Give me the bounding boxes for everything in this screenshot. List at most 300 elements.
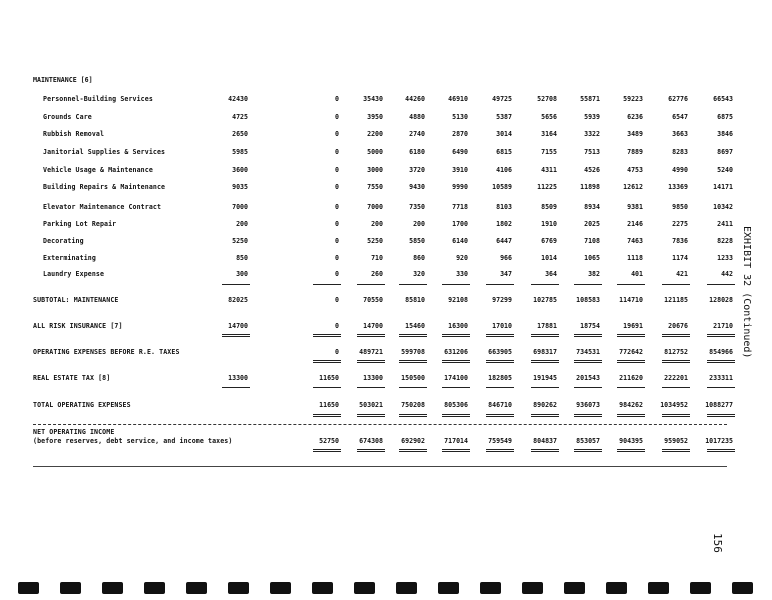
row-cell-value: 920 bbox=[456, 254, 468, 262]
underline-col bbox=[707, 336, 735, 337]
row-cell-value: 8228 bbox=[717, 237, 733, 245]
re-tax-value: 191945 bbox=[533, 374, 557, 382]
insurance-value: 0 bbox=[335, 322, 339, 330]
underline-col bbox=[399, 360, 427, 361]
row-cell-value: 0 bbox=[335, 203, 339, 211]
underline-col bbox=[313, 334, 341, 335]
underline-col bbox=[486, 336, 514, 337]
row-cell-value: 13369 bbox=[668, 183, 688, 191]
underline-col bbox=[531, 449, 559, 450]
row-base-value: 850 bbox=[236, 254, 248, 262]
row-cell-value: 5250 bbox=[367, 237, 383, 245]
film-strip-mark bbox=[186, 582, 207, 594]
underline-col bbox=[399, 284, 427, 285]
subtotal-value: 85810 bbox=[405, 296, 425, 304]
row-cell-value: 10342 bbox=[713, 203, 733, 211]
film-strip-mark bbox=[480, 582, 501, 594]
row-cell-value: 1118 bbox=[627, 254, 643, 262]
total-opex-value: 503021 bbox=[359, 401, 383, 409]
underline-col bbox=[442, 336, 470, 337]
re-tax-value: 11650 bbox=[319, 374, 339, 382]
row-cell-value: 0 bbox=[335, 113, 339, 121]
row-cell-value: 6815 bbox=[496, 148, 512, 156]
film-strip-mark bbox=[60, 582, 81, 594]
subtotal-value: 128028 bbox=[709, 296, 733, 304]
underline-col bbox=[357, 334, 385, 335]
underline-col bbox=[574, 360, 602, 361]
row-cell-value: 7108 bbox=[584, 237, 600, 245]
re-tax-base-value: 13300 bbox=[228, 374, 248, 382]
row-base-value: 42430 bbox=[228, 95, 248, 103]
opex-before_tax-value: 812752 bbox=[664, 348, 688, 356]
film-strip-mark bbox=[354, 582, 375, 594]
insurance-value: 17010 bbox=[492, 322, 512, 330]
underline-col bbox=[707, 360, 735, 361]
row-cell-value: 9430 bbox=[409, 183, 425, 191]
row-cell-value: 7350 bbox=[409, 203, 425, 211]
noi-value: 717014 bbox=[444, 437, 468, 445]
underline-col bbox=[617, 334, 645, 335]
row-label: Vehicle Usage & Maintenance bbox=[43, 166, 153, 174]
re-tax-value: 174100 bbox=[444, 374, 468, 382]
row-label: Grounds Care bbox=[43, 113, 92, 121]
underline-col bbox=[662, 387, 690, 388]
row-cell-value: 14171 bbox=[713, 183, 733, 191]
underline-col bbox=[442, 449, 470, 450]
noi-label: NET OPERATING INCOME bbox=[33, 428, 115, 436]
underline-col bbox=[617, 451, 645, 452]
underline-base bbox=[222, 284, 250, 285]
row-cell-value: 7155 bbox=[541, 148, 557, 156]
insurance-value: 20676 bbox=[668, 322, 688, 330]
noi-value: 959052 bbox=[664, 437, 688, 445]
film-strip-mark bbox=[18, 582, 39, 594]
underline-col bbox=[442, 360, 470, 361]
row-cell-value: 3322 bbox=[584, 130, 600, 138]
total-opex-label: TOTAL OPERATING EXPENSES bbox=[33, 401, 131, 409]
underline-col bbox=[531, 362, 559, 363]
film-strip-mark bbox=[270, 582, 291, 594]
row-cell-value: 6875 bbox=[717, 113, 733, 121]
row-cell-value: 7836 bbox=[672, 237, 688, 245]
row-cell-value: 6769 bbox=[541, 237, 557, 245]
row-cell-value: 5656 bbox=[541, 113, 557, 121]
underline-col bbox=[531, 414, 559, 415]
row-label: Elevator Maintenance Contract bbox=[43, 203, 162, 211]
row-cell-value: 3164 bbox=[541, 130, 557, 138]
underline-col bbox=[357, 449, 385, 450]
row-cell-value: 200 bbox=[371, 220, 383, 228]
underline-col bbox=[399, 414, 427, 415]
row-cell-value: 401 bbox=[631, 270, 643, 278]
underline-col bbox=[357, 416, 385, 417]
underline-col bbox=[707, 334, 735, 335]
row-cell-value: 710 bbox=[371, 254, 383, 262]
re-tax-label: REAL ESTATE TAX [8] bbox=[33, 374, 111, 382]
row-cell-value: 1065 bbox=[584, 254, 600, 262]
noi-value: 1017235 bbox=[705, 437, 733, 445]
film-strip-mark bbox=[522, 582, 543, 594]
underline-col bbox=[486, 362, 514, 363]
underline-col bbox=[574, 451, 602, 452]
underline-col bbox=[313, 360, 341, 361]
row-cell-value: 1700 bbox=[452, 220, 468, 228]
opex-before_tax-value: 772642 bbox=[619, 348, 643, 356]
row-label: Laundry Expense bbox=[43, 270, 105, 278]
row-cell-value: 1233 bbox=[717, 254, 733, 262]
row-cell-value: 7550 bbox=[367, 183, 383, 191]
row-cell-value: 6547 bbox=[672, 113, 688, 121]
film-strip-mark bbox=[732, 582, 753, 594]
insurance-value: 14700 bbox=[363, 322, 383, 330]
subtotal-base-value: 82025 bbox=[228, 296, 248, 304]
row-cell-value: 2740 bbox=[409, 130, 425, 138]
opex-before_tax-value: 734531 bbox=[576, 348, 600, 356]
row-cell-value: 1910 bbox=[541, 220, 557, 228]
underline-col bbox=[313, 451, 341, 452]
total-opex-value: 890262 bbox=[533, 401, 557, 409]
insurance-value: 19691 bbox=[623, 322, 643, 330]
total-opex-value: 846710 bbox=[488, 401, 512, 409]
total-opex-value: 1034952 bbox=[660, 401, 688, 409]
film-strip-mark bbox=[144, 582, 165, 594]
row-cell-value: 2146 bbox=[627, 220, 643, 228]
row-label: Janitorial Supplies & Services bbox=[43, 148, 166, 156]
exhibit-label: EXHIBIT 32 (Continued) bbox=[741, 226, 752, 359]
row-base-value: 7000 bbox=[232, 203, 248, 211]
underline-base bbox=[222, 336, 250, 337]
row-cell-value: 7889 bbox=[627, 148, 643, 156]
row-cell-value: 3489 bbox=[627, 130, 643, 138]
row-cell-value: 4753 bbox=[627, 166, 643, 174]
underline-col bbox=[442, 416, 470, 417]
re-tax-value: 182805 bbox=[488, 374, 512, 382]
underline-col bbox=[486, 284, 514, 285]
row-cell-value: 260 bbox=[371, 270, 383, 278]
row-cell-value: 8103 bbox=[496, 203, 512, 211]
underline-col bbox=[662, 451, 690, 452]
dashed-separator bbox=[33, 424, 727, 425]
film-strip-mark bbox=[438, 582, 459, 594]
underline-col bbox=[617, 336, 645, 337]
row-cell-value: 1174 bbox=[672, 254, 688, 262]
underline-col bbox=[357, 414, 385, 415]
row-cell-value: 200 bbox=[413, 220, 425, 228]
subtotal-value: 121185 bbox=[664, 296, 688, 304]
row-cell-value: 2025 bbox=[584, 220, 600, 228]
insurance-value: 15460 bbox=[405, 322, 425, 330]
row-cell-value: 5000 bbox=[367, 148, 383, 156]
underline-col bbox=[574, 416, 602, 417]
underline-col bbox=[707, 416, 735, 417]
insurance-value: 17881 bbox=[537, 322, 557, 330]
row-cell-value: 9990 bbox=[452, 183, 468, 191]
subtotal-value: 97299 bbox=[492, 296, 512, 304]
underline-col bbox=[707, 284, 735, 285]
insurance-base-value: 14700 bbox=[228, 322, 248, 330]
noi-value: 904395 bbox=[619, 437, 643, 445]
noi-value: 52750 bbox=[319, 437, 339, 445]
row-cell-value: 3950 bbox=[367, 113, 383, 121]
film-strip-mark bbox=[396, 582, 417, 594]
total-opex-value: 936073 bbox=[576, 401, 600, 409]
insurance-value: 16300 bbox=[448, 322, 468, 330]
row-cell-value: 8283 bbox=[672, 148, 688, 156]
underline-col bbox=[313, 362, 341, 363]
underline-col bbox=[531, 336, 559, 337]
bottom-rule bbox=[33, 466, 727, 467]
row-cell-value: 4990 bbox=[672, 166, 688, 174]
film-strip-mark bbox=[228, 582, 249, 594]
row-cell-value: 6236 bbox=[627, 113, 643, 121]
underline-col bbox=[662, 284, 690, 285]
underline-col bbox=[442, 334, 470, 335]
row-cell-value: 6490 bbox=[452, 148, 468, 156]
row-cell-value: 52708 bbox=[537, 95, 557, 103]
underline-col bbox=[486, 449, 514, 450]
total-opex-value: 11650 bbox=[319, 401, 339, 409]
total-opex-value: 750208 bbox=[401, 401, 425, 409]
row-cell-value: 55871 bbox=[580, 95, 600, 103]
underline-col bbox=[313, 416, 341, 417]
row-cell-value: 382 bbox=[588, 270, 600, 278]
row-cell-value: 0 bbox=[335, 220, 339, 228]
subtotal-value: 108583 bbox=[576, 296, 600, 304]
row-cell-value: 9850 bbox=[672, 203, 688, 211]
row-cell-value: 2870 bbox=[452, 130, 468, 138]
re-tax-value: 13300 bbox=[363, 374, 383, 382]
row-cell-value: 10589 bbox=[492, 183, 512, 191]
film-strip-mark bbox=[648, 582, 669, 594]
row-cell-value: 7513 bbox=[584, 148, 600, 156]
underline-col bbox=[531, 416, 559, 417]
row-label: Personnel-Building Services bbox=[43, 95, 153, 103]
underline-col bbox=[707, 414, 735, 415]
opex-before_tax-value: 854966 bbox=[709, 348, 733, 356]
underline-col bbox=[617, 414, 645, 415]
row-cell-value: 0 bbox=[335, 95, 339, 103]
re-tax-value: 211620 bbox=[619, 374, 643, 382]
row-label: Decorating bbox=[43, 237, 84, 245]
row-cell-value: 2411 bbox=[717, 220, 733, 228]
row-cell-value: 364 bbox=[545, 270, 557, 278]
row-label: Exterminating bbox=[43, 254, 96, 262]
underline-col bbox=[617, 360, 645, 361]
row-cell-value: 6447 bbox=[496, 237, 512, 245]
underline-col bbox=[357, 451, 385, 452]
film-strip-mark bbox=[690, 582, 711, 594]
underline-col bbox=[486, 451, 514, 452]
underline-col bbox=[531, 360, 559, 361]
film-strip-mark bbox=[564, 582, 585, 594]
row-cell-value: 12612 bbox=[623, 183, 643, 191]
noi-value: 674308 bbox=[359, 437, 383, 445]
underline-col bbox=[357, 362, 385, 363]
underline-col bbox=[399, 451, 427, 452]
row-cell-value: 4526 bbox=[584, 166, 600, 174]
row-cell-value: 3910 bbox=[452, 166, 468, 174]
underline-col bbox=[574, 387, 602, 388]
subtotal-value: 114710 bbox=[619, 296, 643, 304]
underline-col bbox=[662, 416, 690, 417]
subtotal-label: SUBTOTAL: MAINTENANCE bbox=[33, 296, 119, 304]
underline-col bbox=[313, 336, 341, 337]
underline-col bbox=[399, 362, 427, 363]
underline-col bbox=[662, 362, 690, 363]
noi-sublabel: (before reserves, debt service, and income taxes) bbox=[33, 437, 233, 445]
insurance-value: 21710 bbox=[713, 322, 733, 330]
row-cell-value: 5850 bbox=[409, 237, 425, 245]
row-cell-value: 0 bbox=[335, 130, 339, 138]
underline-col bbox=[617, 416, 645, 417]
row-cell-value: 7718 bbox=[452, 203, 468, 211]
opex-before_tax-value: 489721 bbox=[359, 348, 383, 356]
row-base-value: 5250 bbox=[232, 237, 248, 245]
re-tax-value: 201543 bbox=[576, 374, 600, 382]
opex-before_tax-value: 698317 bbox=[533, 348, 557, 356]
underline-col bbox=[574, 334, 602, 335]
underline-col bbox=[313, 414, 341, 415]
underline-base bbox=[222, 334, 250, 335]
opex-before_tax-value: 599708 bbox=[401, 348, 425, 356]
row-cell-value: 7463 bbox=[627, 237, 643, 245]
row-base-value: 4725 bbox=[232, 113, 248, 121]
opex-before_tax-label: OPERATING EXPENSES BEFORE R.E. TAXES bbox=[33, 348, 180, 356]
row-cell-value: 3014 bbox=[496, 130, 512, 138]
underline-col bbox=[617, 387, 645, 388]
underline-col bbox=[574, 362, 602, 363]
subtotal-value: 92108 bbox=[448, 296, 468, 304]
re-tax-value: 150500 bbox=[401, 374, 425, 382]
underline-col bbox=[662, 334, 690, 335]
underline-col bbox=[662, 414, 690, 415]
row-cell-value: 11898 bbox=[580, 183, 600, 191]
row-cell-value: 860 bbox=[413, 254, 425, 262]
row-cell-value: 347 bbox=[500, 270, 512, 278]
noi-value: 804837 bbox=[533, 437, 557, 445]
underline-col bbox=[574, 284, 602, 285]
underline-col bbox=[707, 362, 735, 363]
underline-col bbox=[617, 449, 645, 450]
underline-col bbox=[357, 336, 385, 337]
underline-col bbox=[486, 387, 514, 388]
row-cell-value: 0 bbox=[335, 166, 339, 174]
row-cell-value: 49725 bbox=[492, 95, 512, 103]
re-tax-value: 233311 bbox=[709, 374, 733, 382]
section-header: MAINTENANCE [6] bbox=[33, 76, 93, 84]
underline-col bbox=[442, 362, 470, 363]
row-cell-value: 4880 bbox=[409, 113, 425, 121]
row-cell-value: 5939 bbox=[584, 113, 600, 121]
row-cell-value: 8697 bbox=[717, 148, 733, 156]
underline-col bbox=[531, 334, 559, 335]
underline-col bbox=[486, 334, 514, 335]
opex-before_tax-value: 663905 bbox=[488, 348, 512, 356]
row-cell-value: 62776 bbox=[668, 95, 688, 103]
underline-col bbox=[617, 284, 645, 285]
underline-col bbox=[313, 284, 341, 285]
row-cell-value: 35430 bbox=[363, 95, 383, 103]
row-cell-value: 0 bbox=[335, 237, 339, 245]
row-label: Building Repairs & Maintenance bbox=[43, 183, 166, 191]
underline-col bbox=[707, 387, 735, 388]
row-cell-value: 0 bbox=[335, 270, 339, 278]
insurance-value: 18754 bbox=[580, 322, 600, 330]
row-cell-value: 44260 bbox=[405, 95, 425, 103]
total-opex-value: 805306 bbox=[444, 401, 468, 409]
underline-col bbox=[486, 360, 514, 361]
row-base-value: 5985 bbox=[232, 148, 248, 156]
row-cell-value: 8509 bbox=[541, 203, 557, 211]
row-base-value: 9035 bbox=[232, 183, 248, 191]
row-cell-value: 320 bbox=[413, 270, 425, 278]
underline-col bbox=[531, 284, 559, 285]
underline-col bbox=[662, 336, 690, 337]
row-cell-value: 9381 bbox=[627, 203, 643, 211]
row-cell-value: 6180 bbox=[409, 148, 425, 156]
underline-col bbox=[574, 449, 602, 450]
underline-col bbox=[357, 360, 385, 361]
underline-col bbox=[617, 362, 645, 363]
row-cell-value: 66543 bbox=[713, 95, 733, 103]
underline-col bbox=[313, 387, 341, 388]
underline-col bbox=[442, 414, 470, 415]
re-tax-value: 222201 bbox=[664, 374, 688, 382]
row-cell-value: 3846 bbox=[717, 130, 733, 138]
row-cell-value: 7000 bbox=[367, 203, 383, 211]
underline-col bbox=[662, 449, 690, 450]
row-base-value: 200 bbox=[236, 220, 248, 228]
row-cell-value: 2275 bbox=[672, 220, 688, 228]
row-cell-value: 3000 bbox=[367, 166, 383, 174]
row-cell-value: 1014 bbox=[541, 254, 557, 262]
film-strip-mark bbox=[312, 582, 333, 594]
row-cell-value: 442 bbox=[721, 270, 733, 278]
row-cell-value: 59223 bbox=[623, 95, 643, 103]
row-base-value: 300 bbox=[236, 270, 248, 278]
total-opex-value: 1088277 bbox=[705, 401, 733, 409]
underline-col bbox=[486, 414, 514, 415]
row-cell-value: 3720 bbox=[409, 166, 425, 174]
underline-col bbox=[399, 416, 427, 417]
total-opex-value: 984262 bbox=[619, 401, 643, 409]
underline-col bbox=[357, 387, 385, 388]
underline-col bbox=[442, 387, 470, 388]
row-cell-value: 2200 bbox=[367, 130, 383, 138]
underline-col bbox=[531, 451, 559, 452]
row-cell-value: 4106 bbox=[496, 166, 512, 174]
underline-col bbox=[574, 336, 602, 337]
subtotal-value: 102785 bbox=[533, 296, 557, 304]
row-label: Rubbish Removal bbox=[43, 130, 105, 138]
underline-col bbox=[399, 336, 427, 337]
row-cell-value: 0 bbox=[335, 148, 339, 156]
row-cell-value: 3663 bbox=[672, 130, 688, 138]
noi-value: 759549 bbox=[488, 437, 512, 445]
underline-col bbox=[442, 284, 470, 285]
underline-base bbox=[222, 387, 250, 388]
row-cell-value: 5130 bbox=[452, 113, 468, 121]
subtotal-value: 70550 bbox=[363, 296, 383, 304]
underline-col bbox=[662, 360, 690, 361]
row-cell-value: 4311 bbox=[541, 166, 557, 174]
underline-col bbox=[707, 449, 735, 450]
underline-col bbox=[399, 334, 427, 335]
row-base-value: 2650 bbox=[232, 130, 248, 138]
row-cell-value: 8934 bbox=[584, 203, 600, 211]
row-base-value: 3600 bbox=[232, 166, 248, 174]
underline-col bbox=[399, 449, 427, 450]
